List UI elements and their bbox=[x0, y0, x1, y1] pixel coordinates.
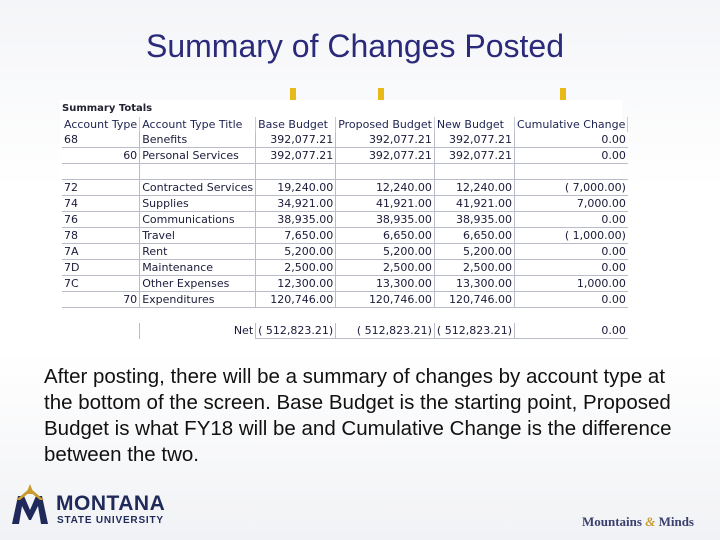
cumulative-change-cell: 7,000.00 bbox=[514, 196, 627, 212]
table-row bbox=[62, 260, 628, 276]
proposed-budget-cell: 120,746.00 bbox=[336, 292, 435, 308]
net-label: Net bbox=[140, 323, 256, 339]
cumulative-change-cell: ( 1,000.00) bbox=[514, 228, 627, 244]
table-row bbox=[62, 292, 628, 308]
base-budget-cell: 392,077.21 bbox=[256, 132, 336, 148]
base-budget-cell: 38,935.00 bbox=[256, 212, 336, 228]
table-row bbox=[62, 180, 628, 196]
new-budget-cell: 13,300.00 bbox=[434, 276, 514, 292]
table-header-row bbox=[62, 117, 628, 132]
proposed-budget-cell: 392,077.21 bbox=[336, 132, 435, 148]
table-row bbox=[62, 228, 628, 244]
account-title-cell: Expenditures bbox=[140, 292, 256, 308]
tagline-left: Mountains bbox=[582, 514, 642, 529]
table-row bbox=[62, 244, 628, 260]
proposed-budget-cell: 392,077.21 bbox=[336, 148, 435, 164]
account-title-cell: Personal Services bbox=[140, 148, 256, 164]
proposed-budget-cell: 13,300.00 bbox=[336, 276, 435, 292]
account-type-cell: 72 bbox=[62, 180, 140, 196]
column-header: Cumulative Change bbox=[514, 117, 627, 132]
table-row bbox=[62, 132, 628, 148]
proposed-budget-cell: 6,650.00 bbox=[336, 228, 435, 244]
table-row bbox=[62, 196, 628, 212]
summary-table bbox=[62, 117, 628, 339]
base-budget-cell: 7,650.00 bbox=[256, 228, 336, 244]
base-budget-cell: 12,300.00 bbox=[256, 276, 336, 292]
new-budget-cell: 392,077.21 bbox=[434, 148, 514, 164]
account-type-cell: 7D bbox=[62, 260, 140, 276]
account-type-cell: 68 bbox=[62, 132, 140, 148]
account-type-cell: 60 bbox=[62, 148, 140, 164]
new-budget-cell: 12,240.00 bbox=[434, 180, 514, 196]
proposed-budget-cell: 41,921.00 bbox=[336, 196, 435, 212]
slide-caption: After posting, there will be a summary of changes by account type at the bottom of the screen. Base Budget is the starting point, Proposed Budget is what FY18 will be and Cumulative Change is the difference between the two. bbox=[44, 365, 672, 466]
base-budget-cell: 120,746.00 bbox=[256, 292, 336, 308]
account-title-cell: Other Expenses bbox=[140, 276, 256, 292]
summary-totals-panel bbox=[60, 100, 626, 346]
table-row-empty bbox=[62, 164, 628, 180]
proposed-budget-cell: 2,500.00 bbox=[336, 260, 435, 276]
table-row bbox=[62, 212, 628, 228]
account-title-cell: Maintenance bbox=[140, 260, 256, 276]
table-row bbox=[62, 276, 628, 292]
msu-m-logo-icon bbox=[10, 484, 50, 528]
account-title-cell: Supplies bbox=[140, 196, 256, 212]
cumulative-change-cell: 0.00 bbox=[514, 292, 627, 308]
base-budget-cell: 34,921.00 bbox=[256, 196, 336, 212]
net-cumulative-change-cell: 0.00 bbox=[514, 323, 627, 339]
cumulative-change-cell: 0.00 bbox=[514, 244, 627, 260]
account-title-cell: Travel bbox=[140, 228, 256, 244]
base-budget-cell: 5,200.00 bbox=[256, 244, 336, 260]
table-spacer bbox=[62, 308, 628, 324]
new-budget-cell: 392,077.21 bbox=[434, 132, 514, 148]
tagline-right: Minds bbox=[658, 514, 694, 529]
column-header: Proposed Budget bbox=[336, 117, 435, 132]
slide-title: Summary of Changes Posted bbox=[146, 28, 564, 64]
logo-wordmark-line1: MONTANA bbox=[56, 492, 166, 515]
tagline-ampersand: & bbox=[645, 514, 656, 529]
table-row bbox=[62, 148, 628, 164]
cumulative-change-cell: 0.00 bbox=[514, 260, 627, 276]
column-header: Base Budget bbox=[256, 117, 336, 132]
account-title-cell: Rent bbox=[140, 244, 256, 260]
new-budget-cell: 2,500.00 bbox=[434, 260, 514, 276]
account-type-cell: 74 bbox=[62, 196, 140, 212]
new-budget-cell: 6,650.00 bbox=[434, 228, 514, 244]
net-base-budget-cell: ( 512,823.21) bbox=[256, 323, 336, 339]
account-type-cell: 70 bbox=[62, 292, 140, 308]
account-title-cell: Communications bbox=[140, 212, 256, 228]
logo-wordmark-line2: STATE UNIVERSITY bbox=[57, 515, 164, 526]
column-header: Account Type Title bbox=[140, 117, 256, 132]
base-budget-cell: 392,077.21 bbox=[256, 148, 336, 164]
net-row bbox=[62, 323, 628, 339]
net-proposed-budget-cell: ( 512,823.21) bbox=[336, 323, 435, 339]
tagline bbox=[582, 514, 694, 530]
account-type-cell: 78 bbox=[62, 228, 140, 244]
net-new-budget-cell: ( 512,823.21) bbox=[434, 323, 514, 339]
cumulative-change-cell: 1,000.00 bbox=[514, 276, 627, 292]
column-header: New Budget bbox=[434, 117, 514, 132]
account-title-cell: Benefits bbox=[140, 132, 256, 148]
cumulative-change-cell: ( 7,000.00) bbox=[514, 180, 627, 196]
base-budget-cell: 19,240.00 bbox=[256, 180, 336, 196]
account-title-cell: Contracted Services bbox=[140, 180, 256, 196]
cumulative-change-cell: 0.00 bbox=[514, 132, 627, 148]
new-budget-cell: 5,200.00 bbox=[434, 244, 514, 260]
summary-totals-heading: Summary Totals bbox=[62, 103, 153, 114]
net-label-cell bbox=[62, 323, 140, 339]
cumulative-change-cell: 0.00 bbox=[514, 212, 627, 228]
base-budget-cell: 2,500.00 bbox=[256, 260, 336, 276]
column-header: Account Type bbox=[62, 117, 140, 132]
new-budget-cell: 120,746.00 bbox=[434, 292, 514, 308]
new-budget-cell: 41,921.00 bbox=[434, 196, 514, 212]
account-type-cell: 76 bbox=[62, 212, 140, 228]
proposed-budget-cell: 12,240.00 bbox=[336, 180, 435, 196]
proposed-budget-cell: 5,200.00 bbox=[336, 244, 435, 260]
cumulative-change-cell: 0.00 bbox=[514, 148, 627, 164]
proposed-budget-cell: 38,935.00 bbox=[336, 212, 435, 228]
new-budget-cell: 38,935.00 bbox=[434, 212, 514, 228]
account-type-cell: 7A bbox=[62, 244, 140, 260]
account-type-cell: 7C bbox=[62, 276, 140, 292]
